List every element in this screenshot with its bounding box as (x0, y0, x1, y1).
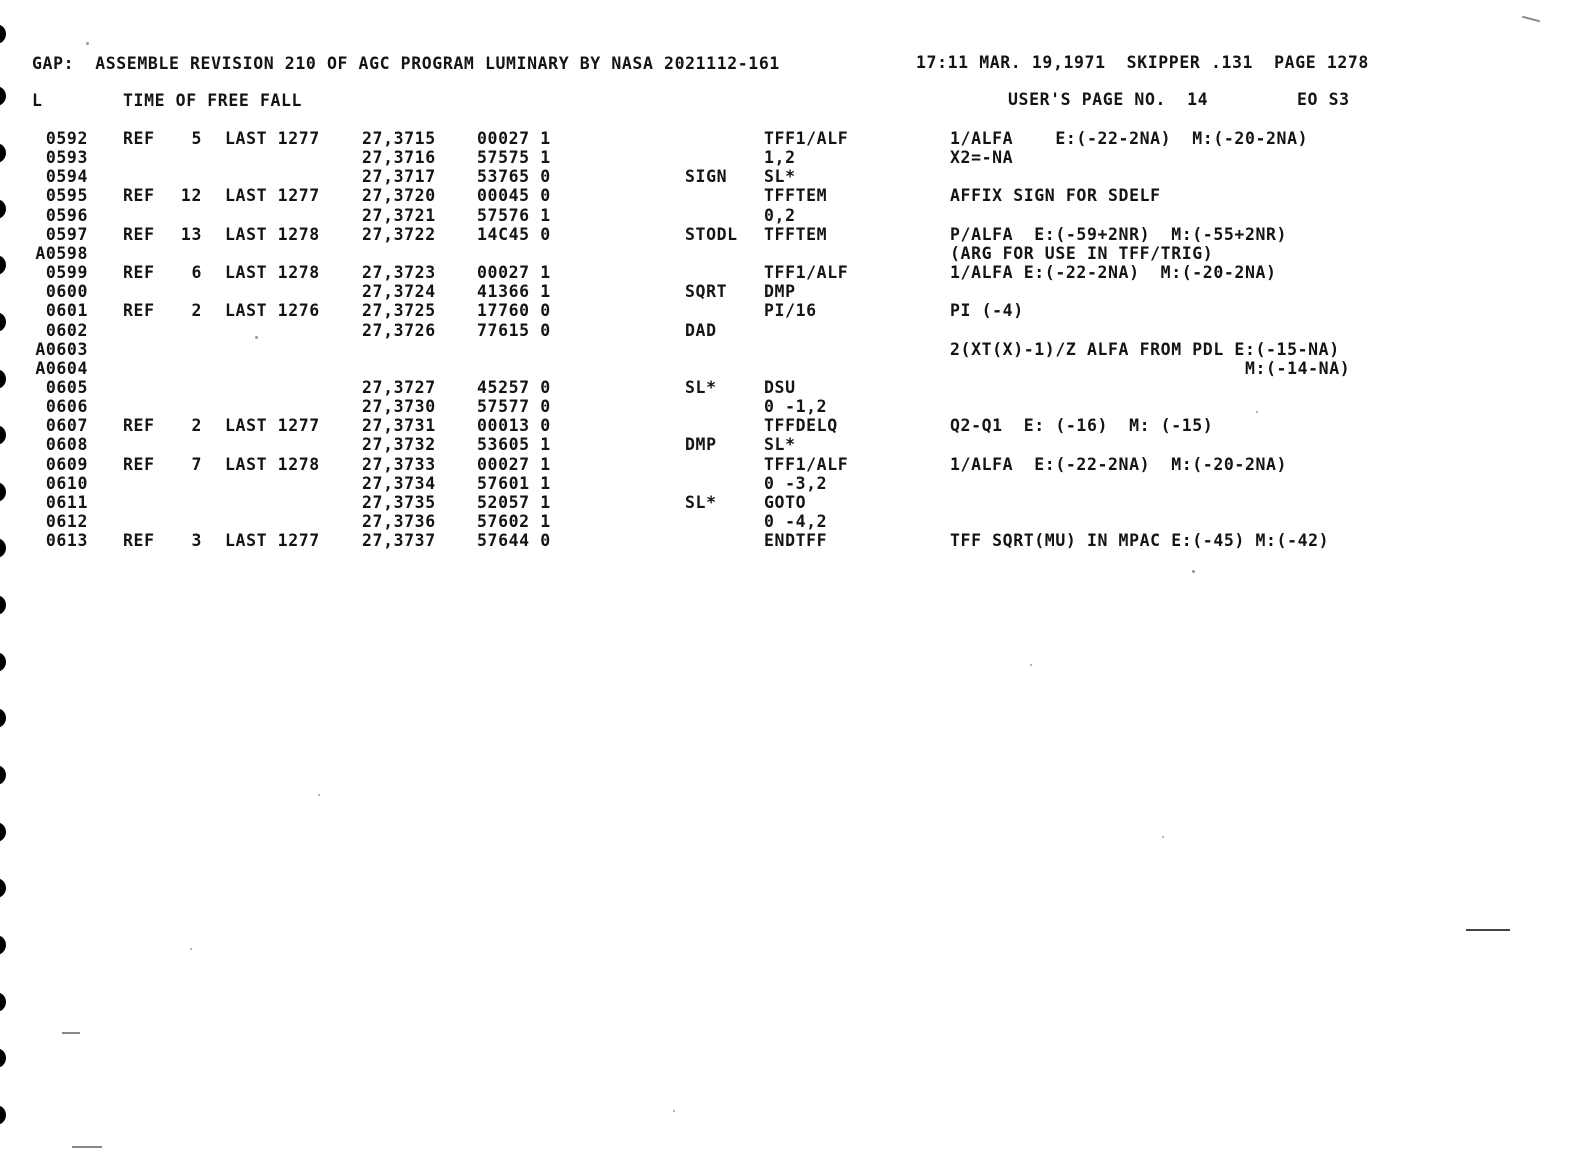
scan-mark (62, 1032, 80, 1034)
feed-hole (0, 24, 6, 44)
section-title: TIME OF FREE FALL (123, 91, 303, 110)
octal-word: 41366 1 (477, 282, 551, 302)
line-number: 0609 (45, 454, 88, 474)
scan-speck (255, 336, 258, 339)
memory-address: 27,3736 (362, 512, 436, 531)
line-number: 0607 (45, 416, 88, 436)
operand: 0 -4,2 (764, 512, 828, 531)
listing-row (0, 493, 1582, 512)
octal-word: 57644 0 (477, 531, 551, 551)
listing-row (0, 263, 1582, 282)
line-number: 0613 (45, 531, 88, 551)
listing-row (0, 301, 1582, 320)
listing-row (0, 340, 1582, 359)
line-number: 0602 (45, 320, 88, 340)
listing-row (0, 225, 1582, 244)
feed-hole (0, 992, 6, 1012)
opcode: SL* (685, 492, 717, 512)
octal-word: 57575 1 (477, 148, 551, 168)
last-ref: LAST 1277 (225, 416, 320, 436)
listing-row (0, 531, 1582, 550)
listing-row (0, 167, 1582, 186)
scan-speck (1256, 411, 1258, 413)
operand: 0 -1,2 (764, 397, 828, 417)
feed-hole (0, 935, 6, 955)
comment: AFFIX SIGN FOR SDELF (950, 186, 1161, 206)
memory-address: 27,3730 (362, 397, 436, 417)
ref-label: REF (123, 129, 155, 148)
feed-hole (0, 878, 6, 898)
line-number: 0608 (45, 435, 88, 455)
scan-speck (190, 948, 192, 950)
line-number: 0611 (45, 492, 88, 512)
octal-word: 77615 0 (477, 320, 551, 340)
comment: Q2-Q1 E: (-16) M: (-15) (950, 416, 1214, 436)
operand: TFF1/ALF (764, 454, 849, 474)
listing-row (0, 359, 1582, 378)
line-number: 0612 (45, 512, 88, 531)
comment: TFF SQRT(MU) IN MPAC E:(-45) M:(-42) (950, 531, 1330, 551)
listing-row (0, 455, 1582, 474)
memory-address: 27,3721 (362, 205, 436, 225)
listing-row (0, 397, 1582, 416)
listing-row (0, 244, 1582, 263)
feed-hole (0, 765, 6, 785)
last-ref: LAST 1278 (225, 263, 320, 283)
ref-label: REF (123, 416, 155, 436)
scan-speck (1030, 664, 1032, 666)
ref-count: 3 (191, 531, 202, 551)
line-number: 0596 (45, 205, 88, 225)
opcode: DMP (685, 435, 717, 455)
memory-address: 27,3723 (362, 263, 436, 283)
memory-address: 27,3717 (362, 167, 436, 187)
line-number: 0606 (45, 397, 88, 417)
octal-word: 00013 0 (477, 416, 551, 436)
line-number: 0599 (45, 263, 88, 283)
memory-address: 27,3716 (362, 148, 436, 168)
scan-speck (86, 42, 89, 45)
feed-hole (0, 1105, 6, 1125)
comment: P/ALFA E:(-59+2NR) M:(-55+2NR) (950, 224, 1288, 244)
memory-address: 27,3727 (362, 377, 436, 397)
ref-count: 7 (191, 454, 202, 474)
ref-label: REF (123, 301, 155, 321)
octal-word: 00045 0 (477, 186, 551, 206)
operand: DSU (764, 377, 796, 397)
operand: SL* (764, 167, 796, 187)
ref-count: 5 (191, 129, 202, 148)
ref-count: 13 (180, 224, 202, 244)
listing-row (0, 512, 1582, 531)
line-number: 0593 (45, 148, 88, 168)
last-ref: LAST 1277 (225, 531, 320, 551)
timestamp-header: 17:11 MAR. 19,1971 SKIPPER .131 PAGE 1278 (916, 53, 1369, 72)
scan-mark (1466, 929, 1510, 931)
octal-word: 57577 0 (477, 397, 551, 417)
memory-address: 27,3731 (362, 416, 436, 436)
operand: TFFTEM (764, 224, 828, 244)
listing-row (0, 206, 1582, 225)
memory-address: 27,3732 (362, 435, 436, 455)
scan-speck (673, 1110, 675, 1112)
page-code: EO S3 (1297, 90, 1350, 109)
memory-address: 27,3737 (362, 531, 436, 551)
operand: PI/16 (764, 301, 817, 321)
listing-row (0, 129, 1582, 148)
feed-hole (0, 652, 6, 672)
comment: 1/ALFA E:(-22-2NA) M:(-20-2NA) (950, 263, 1277, 283)
opcode: SIGN (685, 167, 728, 187)
scan-mark (1522, 16, 1540, 23)
ref-count: 12 (180, 186, 202, 206)
memory-address: 27,3733 (362, 454, 436, 474)
operand: DMP (764, 282, 796, 302)
users-page-number: USER'S PAGE NO. 14 (1008, 90, 1209, 109)
comment: PI (-4) (950, 301, 1024, 321)
line-number: 0605 (45, 377, 88, 397)
ref-label: REF (123, 263, 155, 283)
opcode: SL* (685, 377, 717, 397)
operand: 0 -3,2 (764, 473, 828, 493)
ref-label: REF (123, 224, 155, 244)
octal-word: 00027 1 (477, 263, 551, 283)
last-ref: LAST 1276 (225, 301, 320, 321)
ref-count: 2 (191, 416, 202, 436)
line-number: A0604 (35, 358, 88, 378)
octal-word: 57601 1 (477, 473, 551, 493)
last-ref: LAST 1277 (225, 186, 320, 206)
feed-hole (0, 1048, 6, 1068)
line-number: 0610 (45, 473, 88, 493)
comment: 2(XT(X)-1)/Z ALFA FROM PDL E:(-15-NA) (950, 339, 1340, 359)
octal-word: 53605 1 (477, 435, 551, 455)
comment: 1/ALFA E:(-22-2NA) M:(-20-2NA) (950, 129, 1309, 148)
memory-address: 27,3724 (362, 282, 436, 302)
memory-address: 27,3715 (362, 129, 436, 148)
octal-word: 17760 0 (477, 301, 551, 321)
operand: SL* (764, 435, 796, 455)
octal-word: 14C45 0 (477, 224, 551, 244)
line-number: 0597 (45, 224, 88, 244)
octal-word: 53765 0 (477, 167, 551, 187)
listing-row (0, 321, 1582, 340)
memory-address: 27,3720 (362, 186, 436, 206)
listing-flag: L (32, 91, 43, 110)
octal-word: 00027 1 (477, 129, 551, 148)
memory-address: 27,3726 (362, 320, 436, 340)
line-number: 0592 (45, 129, 88, 148)
comment: M:(-14-NA) (950, 358, 1351, 378)
memory-address: 27,3735 (362, 492, 436, 512)
line-number: 0600 (45, 282, 88, 302)
ref-count: 2 (191, 301, 202, 321)
last-ref: LAST 1277 (225, 129, 320, 148)
feed-hole (0, 708, 6, 728)
opcode: DAD (685, 320, 717, 340)
scan-speck (318, 794, 320, 796)
octal-word: 45257 0 (477, 377, 551, 397)
operand: TFF1/ALF (764, 263, 849, 283)
line-number: A0603 (35, 339, 88, 359)
feed-hole (0, 822, 6, 842)
scan-speck (1162, 836, 1164, 838)
listing-row (0, 186, 1582, 205)
line-number: 0601 (45, 301, 88, 321)
comment: X2=-NA (950, 148, 1014, 168)
assembly-header: GAP: ASSEMBLE REVISION 210 OF AGC PROGRAM LUMINARY BY NASA 2021112-161 (32, 54, 780, 73)
line-number: 0595 (45, 186, 88, 206)
opcode: SQRT (685, 282, 728, 302)
memory-address: 27,3725 (362, 301, 436, 321)
operand: 0,2 (764, 205, 796, 225)
operand: 1,2 (764, 148, 796, 168)
ref-label: REF (123, 454, 155, 474)
operand: TFFTEM (764, 186, 828, 206)
ref-label: REF (123, 186, 155, 206)
listing-row (0, 416, 1582, 435)
memory-address: 27,3734 (362, 473, 436, 493)
last-ref: LAST 1278 (225, 224, 320, 244)
octal-word: 52057 1 (477, 492, 551, 512)
listing-row (0, 435, 1582, 454)
last-ref: LAST 1278 (225, 454, 320, 474)
comment: (ARG FOR USE IN TFF/TRIG) (950, 243, 1214, 263)
operand: GOTO (764, 492, 807, 512)
listing-row (0, 148, 1582, 167)
octal-word: 57602 1 (477, 512, 551, 531)
operand: ENDTFF (764, 531, 828, 551)
ref-count: 6 (191, 263, 202, 283)
listing-row (0, 282, 1582, 301)
scan-mark (72, 1146, 102, 1148)
opcode: STODL (685, 224, 738, 244)
listing-row (0, 378, 1582, 397)
octal-word: 57576 1 (477, 205, 551, 225)
memory-address: 27,3722 (362, 224, 436, 244)
line-number: A0598 (35, 243, 88, 263)
feed-hole (0, 86, 6, 106)
comment: 1/ALFA E:(-22-2NA) M:(-20-2NA) (950, 454, 1288, 474)
scan-speck (1192, 570, 1195, 573)
ref-label: REF (123, 531, 155, 551)
feed-hole (0, 595, 6, 615)
octal-word: 00027 1 (477, 454, 551, 474)
operand: TFFDELQ (764, 416, 838, 436)
listing-row (0, 474, 1582, 493)
operand: TFF1/ALF (764, 129, 849, 148)
line-number: 0594 (45, 167, 88, 187)
